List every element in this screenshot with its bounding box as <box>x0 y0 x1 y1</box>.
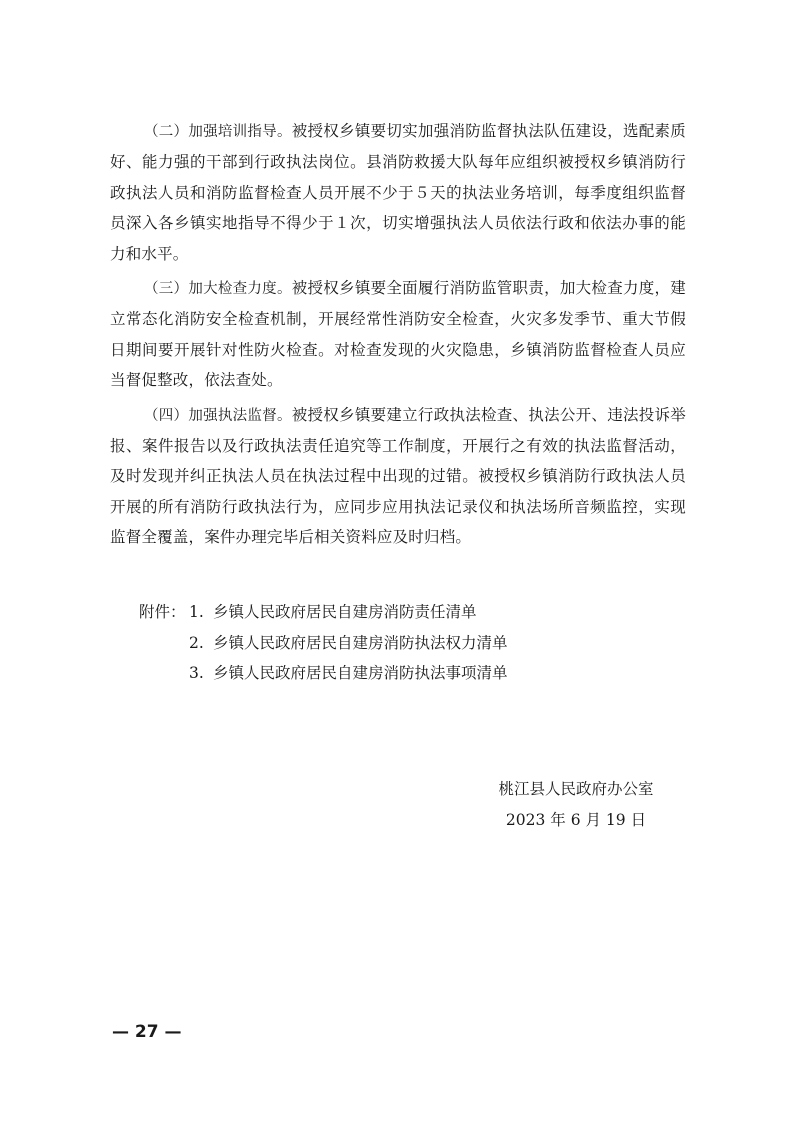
issuing-organization: 桃江县人民政府办公室 <box>498 780 654 798</box>
attachment-number: 2. <box>189 633 204 652</box>
paragraph-training <box>110 116 686 269</box>
attachment-item <box>139 628 659 659</box>
paragraph-inspection <box>110 273 686 396</box>
attachment-title: 乡镇人民政府居民自建房消防执法事项清单 <box>213 664 508 682</box>
attachment-number: 1. <box>189 603 204 621</box>
paragraph-heading: （四）加强执法监督。 <box>144 407 292 424</box>
signature-block <box>488 774 664 836</box>
paragraph-body: 被授权乡镇要全面履行消防监管职责，加大检查力度，建立常态化消防安全检查机制，开展经常性消防安全检查，火灾多发季节、重大节假日期间要开展针对性防火检查。对检查发现的火灾隐患，乡镇消防监督检查人员应当督促整改，依法查处。 <box>110 279 686 390</box>
page-number: — 27 — <box>112 1022 182 1042</box>
issue-date: 2023 年 6 月 19 日 <box>505 811 647 829</box>
paragraph-heading: （二）加强培训指导。 <box>144 124 292 140</box>
paragraph-heading: （三）加大检查力度。 <box>144 281 292 298</box>
paragraph-supervision <box>110 400 686 553</box>
attachment-item <box>139 597 659 628</box>
attachment-title: 乡镇人民政府居民自建房消防执法权力清单 <box>213 633 508 652</box>
attachment-title: 乡镇人民政府居民自建房消防责任清单 <box>213 603 477 621</box>
paragraph-body: 被授权乡镇要建立行政执法检查、执法公开、违法投诉举报、案件报告以及行政执法责任追究等工作制度，开展行之有效的执法监督活动，及时发现并纠正执法人员在执法过程中出现的过错。被授权乡镇消防行政执法人员开展的所有消防行政执法行为，应同步应用执法记录仪和执法场所音频监控，实现监督全覆盖，案件办理完毕后相关资料应及时归档。 <box>110 405 686 547</box>
attachment-number: 3. <box>189 664 204 682</box>
body-text <box>110 116 686 557</box>
attachments-list <box>139 597 659 689</box>
attachment-item <box>139 658 659 689</box>
paragraph-body: 被授权乡镇要切实加强消防监督执法队伍建设，选配素质好、能力强的干部到行政执法岗位。县消防救援大队每年应组织被授权乡镇消防行政执法人员和消防监督检查人员开展不少于５天的执法业务培训，每季度组织监督员深入各乡镇实地指导不得少于１次，切实增强执法人员依法行政和依法办事的能力和水平。 <box>110 122 686 263</box>
attachments-label: 附件： <box>139 603 186 621</box>
